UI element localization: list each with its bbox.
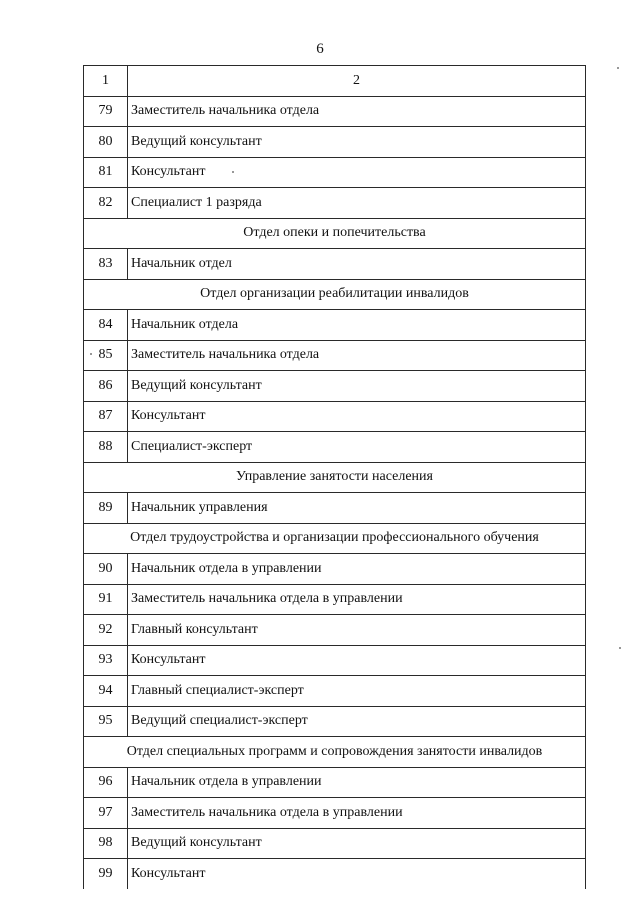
row-number: 87 bbox=[84, 401, 128, 432]
table-row bbox=[84, 249, 586, 280]
position-name: Консультант bbox=[128, 859, 586, 889]
position-name: Специалист 1 разряда bbox=[128, 188, 586, 219]
table-row bbox=[84, 767, 586, 798]
table-row bbox=[84, 340, 586, 371]
table-row bbox=[84, 310, 586, 341]
row-number: 82 bbox=[84, 188, 128, 219]
position-name: Заместитель начальника отдела в управлении bbox=[128, 584, 586, 615]
scan-speck bbox=[232, 171, 234, 173]
table-row bbox=[84, 371, 586, 402]
section-title: Управление занятости населения bbox=[84, 462, 586, 493]
position-name: Консультант bbox=[128, 157, 586, 188]
position-name: Ведущий специалист-эксперт bbox=[128, 706, 586, 737]
section-header-row bbox=[84, 737, 586, 768]
position-name: Консультант bbox=[128, 401, 586, 432]
scan-speck bbox=[617, 67, 619, 69]
table-row bbox=[84, 157, 586, 188]
position-name: Заместитель начальника отдела bbox=[128, 340, 586, 371]
table-row bbox=[84, 798, 586, 829]
table-row bbox=[84, 706, 586, 737]
scan-speck bbox=[619, 647, 621, 649]
table-row bbox=[84, 859, 586, 889]
position-name: Начальник отдела bbox=[128, 310, 586, 341]
position-name: Начальник управления bbox=[128, 493, 586, 524]
table-row bbox=[84, 188, 586, 219]
section-title: Отдел специальных программ и сопровождения занятости инвалидов bbox=[84, 737, 586, 768]
position-name: Ведущий консультант bbox=[128, 371, 586, 402]
section-title: Отдел трудоустройства и организации профессионального обучения bbox=[84, 523, 586, 554]
position-name: Специалист-эксперт bbox=[128, 432, 586, 463]
row-number: 98 bbox=[84, 828, 128, 859]
table-row bbox=[84, 828, 586, 859]
table-row bbox=[84, 615, 586, 646]
section-title: Отдел организации реабилитации инвалидов bbox=[84, 279, 586, 310]
row-number: 95 bbox=[84, 706, 128, 737]
row-number: 85 bbox=[84, 340, 128, 371]
row-number: 84 bbox=[84, 310, 128, 341]
position-name: Ведущий консультант bbox=[128, 127, 586, 158]
table-header-row bbox=[84, 66, 586, 97]
scan-speck bbox=[90, 353, 92, 355]
row-number: 86 bbox=[84, 371, 128, 402]
position-name: Ведущий консультант bbox=[128, 828, 586, 859]
table-row bbox=[84, 493, 586, 524]
table-row bbox=[84, 432, 586, 463]
table-row bbox=[84, 645, 586, 676]
row-number: 93 bbox=[84, 645, 128, 676]
column-header-position: 2 bbox=[128, 66, 586, 97]
row-number: 81 bbox=[84, 157, 128, 188]
position-name: Начальник отдела в управлении bbox=[128, 554, 586, 585]
staff-positions-table bbox=[83, 65, 586, 889]
position-name: Заместитель начальника отдела в управлении bbox=[128, 798, 586, 829]
row-number: 91 bbox=[84, 584, 128, 615]
page-number: 6 bbox=[316, 41, 324, 57]
row-number: 99 bbox=[84, 859, 128, 889]
row-number: 92 bbox=[84, 615, 128, 646]
row-number: 83 bbox=[84, 249, 128, 280]
table-row bbox=[84, 401, 586, 432]
section-header-row bbox=[84, 523, 586, 554]
row-number: 96 bbox=[84, 767, 128, 798]
section-header-row bbox=[84, 279, 586, 310]
position-name: Консультант bbox=[128, 645, 586, 676]
position-name: Начальник отдел bbox=[128, 249, 586, 280]
position-name: Главный консультант bbox=[128, 615, 586, 646]
row-number: 94 bbox=[84, 676, 128, 707]
section-title: Отдел опеки и попечительства bbox=[84, 218, 586, 249]
table-row bbox=[84, 676, 586, 707]
column-header-number: 1 bbox=[84, 66, 128, 97]
row-number: 80 bbox=[84, 127, 128, 158]
table-row bbox=[84, 584, 586, 615]
table-row bbox=[84, 96, 586, 127]
position-name: Начальник отдела в управлении bbox=[128, 767, 586, 798]
table-row bbox=[84, 127, 586, 158]
row-number: 90 bbox=[84, 554, 128, 585]
position-name: Заместитель начальника отдела bbox=[128, 96, 586, 127]
section-header-row bbox=[84, 218, 586, 249]
table-body bbox=[84, 66, 586, 889]
row-number: 79 bbox=[84, 96, 128, 127]
row-number: 97 bbox=[84, 798, 128, 829]
row-number: 88 bbox=[84, 432, 128, 463]
table-row bbox=[84, 554, 586, 585]
section-header-row bbox=[84, 462, 586, 493]
row-number: 89 bbox=[84, 493, 128, 524]
position-name: Главный специалист-эксперт bbox=[128, 676, 586, 707]
